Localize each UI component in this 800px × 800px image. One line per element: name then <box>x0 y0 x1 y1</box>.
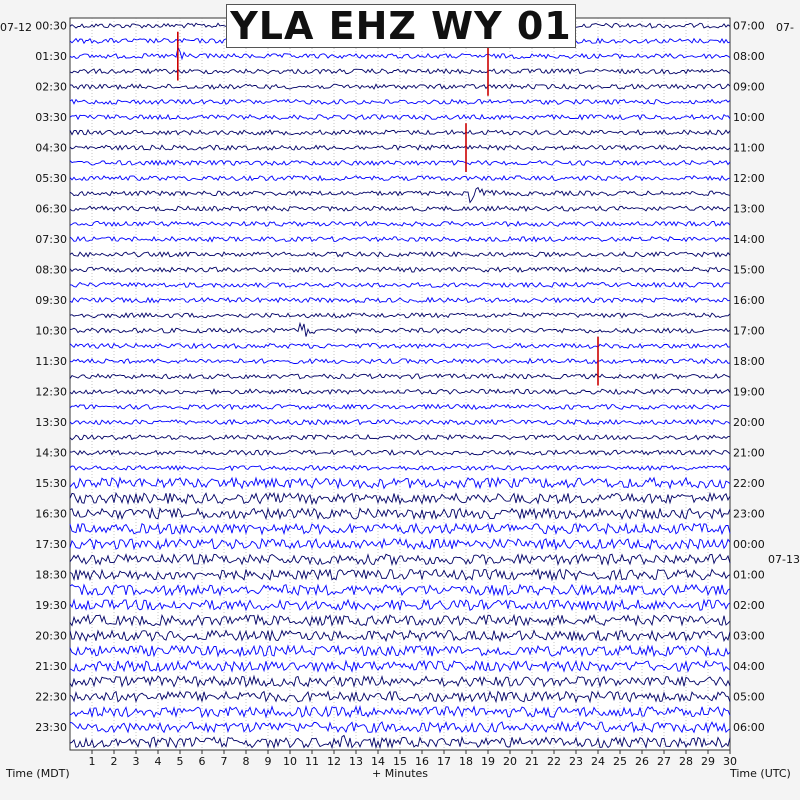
x-tick-label: 1 <box>88 755 96 768</box>
right-tick-label: 01:00 <box>733 568 765 582</box>
right-tick-label: 11:00 <box>733 141 765 155</box>
left-tick-label: 03:30 <box>35 111 67 125</box>
left-tick-label: 19:30 <box>35 599 67 613</box>
left-tick-label: 15:30 <box>35 477 67 491</box>
x-tick-label: 26 <box>635 755 649 768</box>
x-tick-label: 2 <box>110 755 118 768</box>
date-left: 07-12 <box>0 21 32 34</box>
x-tick-label: 30 <box>723 755 737 768</box>
right-tick-label: 23:00 <box>733 507 765 521</box>
right-tick-label: 06:00 <box>733 721 765 735</box>
right-tick-label: 21:00 <box>733 446 765 460</box>
x-tick-label: 24 <box>591 755 605 768</box>
right-tick-label: 02:00 <box>733 599 765 613</box>
right-tick-label: 13:00 <box>733 202 765 216</box>
x-tick-label: 7 <box>220 755 228 768</box>
left-tick-label: 00:30 <box>35 19 67 33</box>
x-tick-label: 25 <box>613 755 627 768</box>
x-axis-label: + Minutes <box>371 767 429 780</box>
x-tick-label: 19 <box>481 755 495 768</box>
left-tick-label: 16:30 <box>35 507 67 521</box>
left-tick-label: 01:30 <box>35 50 67 64</box>
right-tick-label: 18:00 <box>733 355 765 369</box>
x-tick-label: 11 <box>305 755 319 768</box>
left-axis-label: Time (MDT) <box>6 767 70 780</box>
left-tick-label: 07:30 <box>35 233 67 247</box>
x-tick-label: 9 <box>264 755 272 768</box>
left-tick-label: 13:30 <box>35 416 67 430</box>
x-tick-label: 8 <box>242 755 250 768</box>
chart-title: YLA EHZ WY 01 <box>226 4 576 48</box>
x-tick-label: 18 <box>459 755 473 768</box>
x-tick-label: 14 <box>371 755 385 768</box>
left-tick-label: 12:30 <box>35 385 67 399</box>
x-tick-label: 28 <box>679 755 693 768</box>
left-tick-label: 11:30 <box>35 355 67 369</box>
right-tick-label: 04:00 <box>733 660 765 674</box>
right-tick-label: 08:00 <box>733 50 765 64</box>
x-tick-label: 16 <box>415 755 429 768</box>
right-tick-label: 17:00 <box>733 324 765 338</box>
x-tick-label: 10 <box>283 755 297 768</box>
left-time-ticks <box>35 20 67 735</box>
right-tick-label: 22:00 <box>733 477 765 491</box>
right-tick-label: 09:00 <box>733 80 765 94</box>
left-tick-label: 09:30 <box>35 294 67 308</box>
x-tick-label: 4 <box>154 755 162 768</box>
left-tick-label: 23:30 <box>35 721 67 735</box>
x-tick-label: 23 <box>569 755 583 768</box>
right-axis-label: Time (UTC) <box>730 767 791 780</box>
right-tick-label: 19:00 <box>733 385 765 399</box>
right-tick-label: 03:00 <box>733 629 765 643</box>
left-tick-label: 14:30 <box>35 446 67 460</box>
x-tick-label: 13 <box>349 755 363 768</box>
left-tick-label: 21:30 <box>35 660 67 674</box>
x-tick-label: 20 <box>503 755 517 768</box>
left-tick-label: 06:30 <box>35 202 67 216</box>
right-tick-label: 05:00 <box>733 690 765 704</box>
x-axis-ticks <box>89 750 738 768</box>
right-tick-label: 07:00 <box>733 19 765 33</box>
left-tick-label: 10:30 <box>35 324 67 338</box>
left-tick-label: 17:30 <box>35 538 67 552</box>
left-tick-label: 04:30 <box>35 141 67 155</box>
left-tick-label: 22:30 <box>35 690 67 704</box>
right-tick-label: 14:00 <box>733 233 765 247</box>
left-tick-label: 18:30 <box>35 568 67 582</box>
date-right-mid: 07-13 <box>768 553 800 566</box>
x-tick-label: 12 <box>327 755 341 768</box>
right-tick-label: 10:00 <box>733 111 765 125</box>
x-tick-label: 27 <box>657 755 671 768</box>
left-tick-label: 02:30 <box>35 80 67 94</box>
x-tick-label: 22 <box>547 755 561 768</box>
x-tick-label: 6 <box>198 755 206 768</box>
right-tick-label: 15:00 <box>733 263 765 277</box>
right-time-ticks <box>733 20 765 735</box>
x-tick-label: 15 <box>393 755 407 768</box>
x-tick-label: 21 <box>525 755 539 768</box>
right-tick-label: 12:00 <box>733 172 765 186</box>
x-tick-label: 5 <box>176 755 184 768</box>
left-tick-label: 20:30 <box>35 629 67 643</box>
left-tick-label: 08:30 <box>35 263 67 277</box>
x-tick-label: 29 <box>701 755 715 768</box>
right-tick-label: 20:00 <box>733 416 765 430</box>
x-tick-label: 17 <box>437 755 451 768</box>
right-tick-label: 16:00 <box>733 294 765 308</box>
x-tick-label: 3 <box>132 755 140 768</box>
date-right-top: 07- <box>776 21 794 34</box>
right-tick-label: 00:00 <box>733 538 765 552</box>
left-tick-label: 05:30 <box>35 172 67 186</box>
